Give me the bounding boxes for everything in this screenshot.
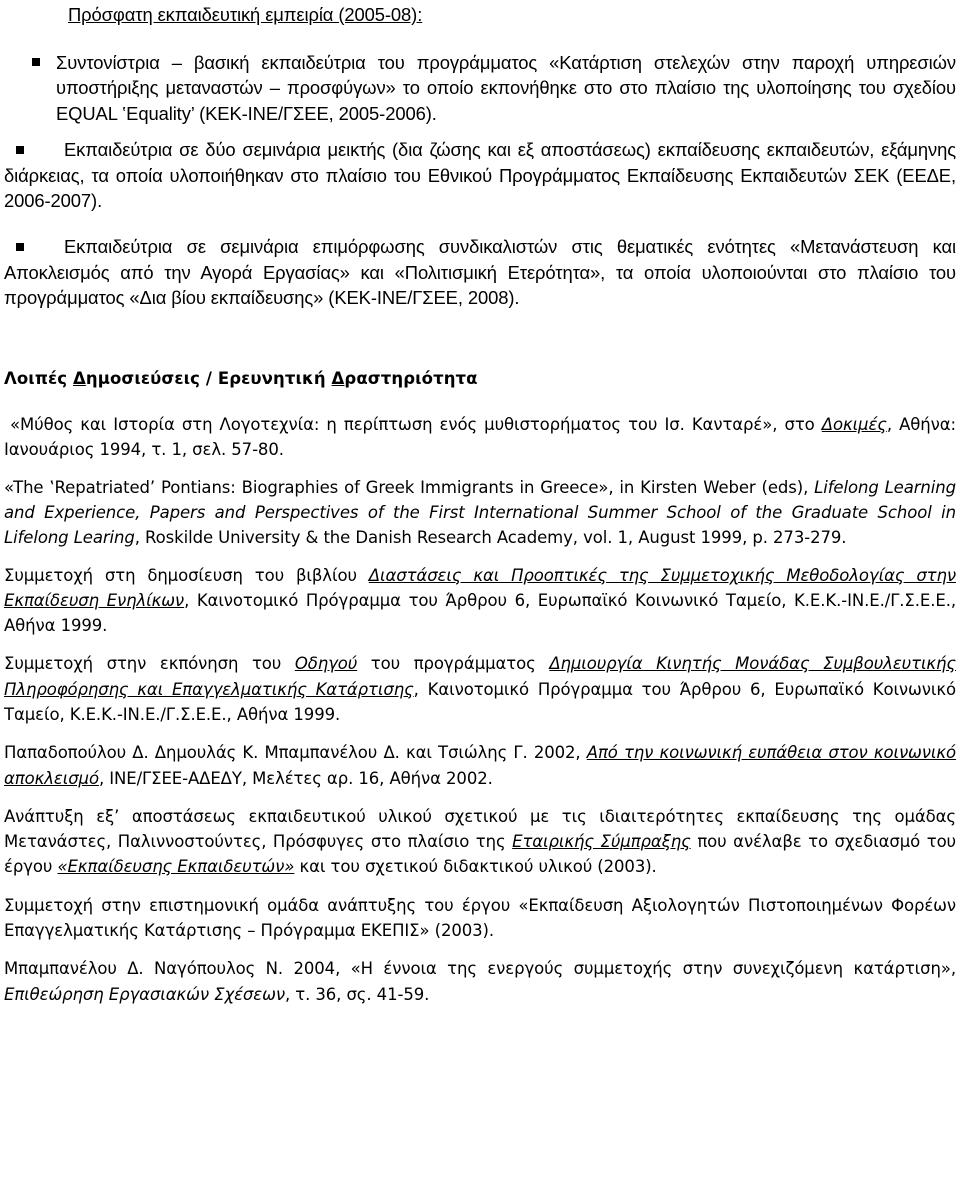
- text-run: και του σχετικού διδακτικού υλικού (2003).: [294, 857, 657, 877]
- text-run: Από την κοινωνική ευπάθεια στον κοινωνικό αποκλεισμό: [4, 743, 956, 788]
- section-heading-publications: [4, 369, 956, 388]
- publication-entry: [4, 412, 956, 463]
- experience-bullet-list: [4, 50, 956, 311]
- text-run: , ΙΝΕ/ΓΣΕΕ-ΑΔΕΔΥ, Μελέτες αρ. 16, Αθήνα 2002.: [98, 768, 493, 788]
- text-run: «Μύθος και Ιστορία στη Λογοτεχνία: η περίπτωση ενός μυθιστορήματος του Ισ. Κανταρέ», στο: [10, 415, 822, 435]
- text-run: Εταιρικής Σύμπραξης: [512, 832, 691, 852]
- experience-bullet-text: Εκπαιδεύτρια σε δύο σεμινάρια μεικτής (δια ζώσης και εξ αποστάσεως) εκπαίδευσης εκπαιδευτών, εξάμηνης διάρκειας, τα οποία υλοποιήθηκαν στο πλαίσιο του Εθνικού Προγράμματος Εκπαίδευσης Εκπαιδευτών ΣΕΚ (ΕΕΔΕ, 2006-2007).: [4, 138, 956, 212]
- publication-entry: [4, 563, 956, 639]
- experience-bullet-item: [4, 234, 956, 311]
- text-run: Επιθεώρηση Εργασιακών Σχέσεων: [4, 984, 285, 1004]
- text-run: , Καινοτομικό Πρόγραμμα του Άρθρου 6, Ευρωπαϊκό Κοινωνικό Ταμείο, Κ.Ε.Κ.-ΙΝ.Ε./Γ.Σ.Ε.Ε., Αθήνα 1999.: [4, 679, 956, 724]
- text-run: του προγράμματος: [357, 654, 550, 674]
- publication-entry: [4, 893, 956, 944]
- text-run: Οδηγού: [294, 654, 358, 674]
- square-bullet-icon: [16, 243, 24, 251]
- experience-bullet-item: [4, 137, 956, 214]
- text-run: Συμμετοχή στη δημοσίευση του βιβλίου: [4, 565, 369, 585]
- text-run: Συμμετοχή στην επιστημονική ομάδα ανάπτυξης του έργου «Εκπαίδευση Αξιολογητών Πιστοποιημένων Φορέων Επαγγελματικής Κατάρτισης – Πρόγραμμα ΕΚΕΠΙΣ» (2003).: [4, 895, 956, 941]
- text-run: ραστηριότητα: [344, 369, 478, 389]
- text-run: «The ‛Repatriated’ Pontians: Biographies of Greek Immigrants in Greece», in Kirsten Weber (eds),: [4, 477, 815, 497]
- experience-bullet-text: Συντονίστρια – βασική εκπαιδεύτρια του προγράμματος «Κατάρτιση στελεχών στην παροχή υπηρεσιών υποστήριξης μεταναστών – προσφύγων» το οποίο εκπονήθηκε στο στο πλαίσιο της υλοποίησης του σχεδίου EQUAL ‛Equality’ (ΚΕΚ-ΙΝΕ/ΓΣΕΕ, 2005-2006).: [56, 51, 956, 125]
- text-run: , Αθήνα: Ιανουάριος 1994, τ. 1, σελ. 57-80.: [4, 415, 956, 460]
- text-run: , τ. 36, σς. 41-59.: [284, 984, 430, 1004]
- text-run: Δ: [331, 369, 345, 389]
- publication-entry: [4, 740, 956, 791]
- text-run: Δ: [73, 369, 86, 389]
- text-run: που ανέλαβε το σχεδιασμό του έργου: [4, 832, 957, 877]
- text-run: Παπαδοπούλου Δ. Δημουλάς Κ. Μπαμπανέλου Δ. και Τσιώλης Γ. 2002,: [4, 743, 587, 763]
- publication-entry: [4, 956, 956, 1007]
- text-run: Λοιπές: [4, 369, 73, 389]
- text-run: Lifelong Learning and Experience, Papers and Perspectives of the First International Summer School of the Graduate School in Lifelong Learing: [4, 477, 956, 548]
- publication-entry: [4, 804, 956, 880]
- text-run: , Roskilde University & the Danish Research Academy, vol. 1, August 1999, p. 273-279.: [134, 528, 847, 548]
- section-heading-recent-experience: Πρόσφατη εκπαιδευτική εμπειρία (2005-08):: [68, 4, 423, 25]
- publication-entry: [4, 475, 956, 551]
- text-run: Συμμετοχή στην εκπόνηση του: [4, 654, 295, 674]
- experience-bullet-text: Εκπαιδεύτρια σε σεμινάρια επιμόρφωσης συνδικαλιστών στις θεματικές ενότητες «Μετανάστευση και Αποκλεισμός από την Αγορά Εργασίας» και «Πολιτισμική Ετερότητα», τα οποία υλοποιούνται στο πλαίσιο του προγράμματος «Δια βίου εκπαίδευσης» (ΚΕΚ-ΙΝΕ/ΓΣΕΕ, 2008).: [4, 235, 956, 309]
- text-run: «Εκπαίδευσης Εκπαιδευτών»: [57, 857, 295, 877]
- text-run: Δημιουργία Κινητής Μονάδας Συμβουλευτικής Πληροφόρησης και Επαγγελματικής Κατάρτισης: [4, 654, 956, 699]
- text-run: ημοσιεύσεις / Ερευνητική: [85, 369, 332, 389]
- square-bullet-icon: [32, 58, 40, 66]
- text-run: Διαστάσεις και Προοπτικές της Συμμετοχικής Μεθοδολογίας στην Εκπαίδευση Ενηλίκων: [4, 565, 956, 610]
- experience-bullet-item: [4, 50, 956, 127]
- text-run: , Καινοτομικό Πρόγραμμα του Άρθρου 6, Ευρωπαϊκό Κοινωνικό Ταμείο, Κ.Ε.Κ.-ΙΝ.Ε./Γ.Σ.Ε.Ε., Αθήνα 1999.: [4, 590, 956, 636]
- publication-entry: [4, 651, 956, 727]
- text-run: Ανάπτυξη εξ’ αποστάσεως εκπαιδευτικού υλικού σχετικού με τις ιδιαιτερότητες εκπαίδευσης της ομάδας Μετανάστες, Παλιννοστούντες, Πρόσφυγες στο πλαίσιο της: [4, 806, 956, 852]
- square-bullet-icon: [16, 146, 24, 154]
- text-run: Μπαμπανέλου Δ. Ναγόπουλος Ν. 2004, «Η έννοια της ενεργούς συμμετοχής στην συνεχιζόμενη κατάρτιση»,: [4, 959, 956, 979]
- text-run: Δοκιμές: [821, 415, 887, 435]
